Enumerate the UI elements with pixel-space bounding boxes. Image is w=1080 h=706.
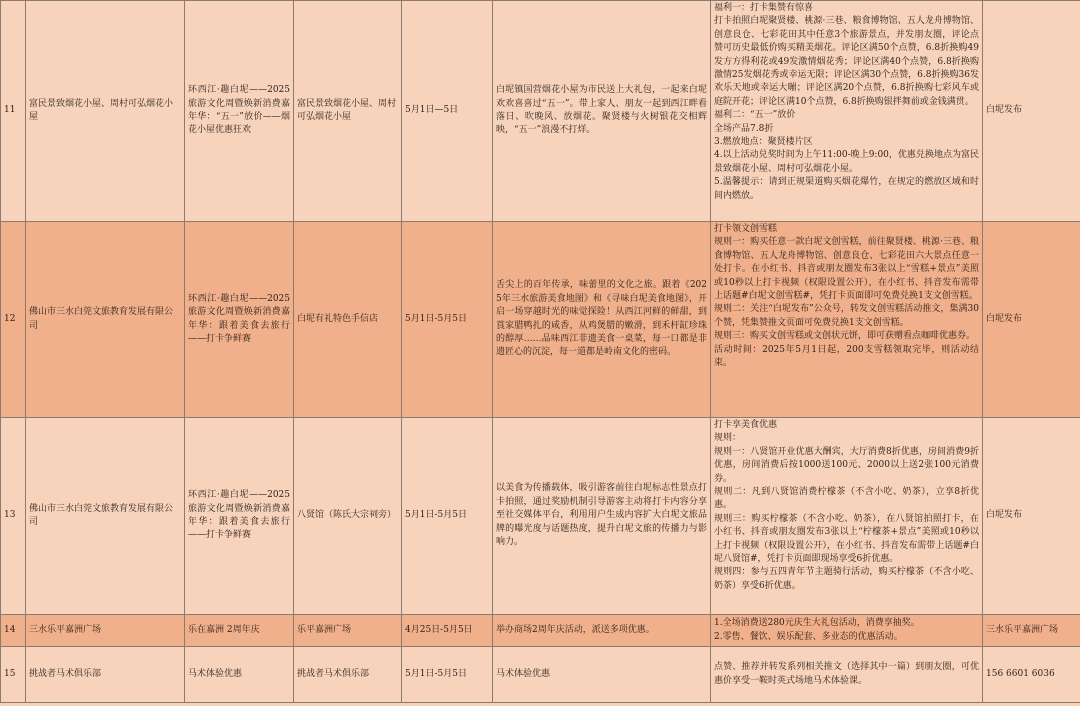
venue-cell: 白坭有礼特色手信店 bbox=[294, 222, 402, 418]
date-cell: 5月1日-5月5日 bbox=[402, 418, 493, 615]
detail-line: 规则三：购买文创雪糕或文创状元饼，即可获赠看点咖啡优惠券。 bbox=[714, 331, 976, 342]
organizer-cell: 佛山市三水白莞文旅教育发展有限公司 bbox=[26, 418, 185, 615]
detail-line: 打卡领文创雪糕 bbox=[714, 224, 778, 234]
intro-cell: 举办商场2周年庆活动，派送多项优惠。 bbox=[493, 615, 711, 647]
table-row bbox=[1, 418, 1080, 615]
intro-cell: 白坭镇国营烟花小屋为市民送上大礼包，一起来白坭欢欢喜喜过“五一”。带上家人、朋友一起到西江畔看落日、吹晚风、放烟花。聚贤楼与火树银花交相辉映，“五一”浪漫不打烊。 bbox=[493, 1, 711, 222]
publisher-cell: 白坭发布 bbox=[983, 1, 1080, 222]
intro-cell: 舌尖上的百年传承，味蕾里的文化之旅。跟着《2025年三水旅游美食地图》和《寻味白坭美食地图》，开启一场穿越时光的味觉探险！从西江河鲜的鲜甜，到莨家腊鸭扎的咸香，从鸡煲腊的嫩滑，到禾杆缸珍珠的醇厚……品味西江非遗美食一桌菜，每一口都是非遗匠心的沉淀，每一道都是岭南文化的密码。 bbox=[493, 222, 711, 418]
venue-cell: 乐平嘉洲广场 bbox=[294, 615, 402, 647]
details-cell bbox=[711, 615, 983, 647]
date-cell: 5月1日—5日 bbox=[402, 1, 493, 222]
detail-line: 规则二：凡到八贤馆消费柠檬茶（不含小吃、奶茶），立享8折优惠。 bbox=[714, 487, 979, 511]
detail-line: 打卡享美食优惠 bbox=[714, 420, 778, 430]
detail-line: 规则二：关注“白坭发布”公众号，转发文创雪糕活动推文，集满30个赞，凭集赞推文页面可免费兑换1支文创雪糕。 bbox=[714, 304, 979, 328]
detail-line: 活动时间：2025年5月1日起，200支雪糕领取完毕，则活动结束。 bbox=[714, 344, 979, 369]
detail-line: 规则： bbox=[714, 433, 742, 444]
event-name-cell: 环西江·趣白坭——2025旅游文化周暨焕新消费嘉年华：跟着美食去旅行——打卡争鲜赛 bbox=[185, 222, 294, 418]
detail-line: 规则三：购买柠檬茶（不含小吃、奶茶），在八贤馆拍照打卡，在小红书、抖音或朋友圈发布3张以上“柠檬茶+景点”美照或10秒以上打卡视频（权限设置公开），在小红书、抖音发布需带上话题#白坭八贤馆#，凭打卡页面即现场享受6折优惠。 bbox=[714, 513, 979, 565]
organizer-cell: 挑战者马术俱乐部 bbox=[26, 647, 185, 703]
row-number: 13 bbox=[1, 418, 26, 615]
detail-line: 4.以上活动兑奖时间为上午11:00-晚上9:00，优惠兑换地点为富民景致烟花小屋、周村可弘烟花小屋。 bbox=[714, 150, 979, 174]
detail-line: 规则四：参与五四青年节主题骑行活动，购买柠檬茶（不含小吃、奶茶）享受6折优惠。 bbox=[714, 567, 979, 591]
table-row bbox=[1, 647, 1080, 703]
details-cell bbox=[711, 647, 983, 703]
event-name-cell: 乐在嘉洲 2周年庆 bbox=[185, 615, 294, 647]
detail-line: 全场产品7.8折 bbox=[714, 123, 774, 134]
intro-cell: 马术体验优惠 bbox=[493, 647, 711, 703]
table-row bbox=[1, 615, 1080, 647]
date-cell: 5月1日-5月5日 bbox=[402, 647, 493, 703]
venue-cell: 八贤馆（陈氏大宗祠旁） bbox=[294, 418, 402, 615]
publisher-cell: 三水乐平嘉洲广场 bbox=[983, 615, 1080, 647]
organizer-cell: 富民景致烟花小屋、周村可弘烟花小屋 bbox=[26, 1, 185, 222]
table-row bbox=[1, 222, 1080, 418]
detail-line: 福利二：“五一”放价 bbox=[714, 110, 796, 121]
date-cell: 5月1日-5月5日 bbox=[402, 222, 493, 418]
detail-line: 1.全场消费送280元庆生大礼包活动，消费享抽奖。 bbox=[714, 618, 920, 629]
row-number: 11 bbox=[1, 1, 26, 222]
details-cell bbox=[711, 418, 983, 615]
date-cell: 4月25日-5月5日 bbox=[402, 615, 493, 647]
organizer-cell: 三水乐平嘉洲广场 bbox=[26, 615, 185, 647]
organizer-cell: 佛山市三水白莞文旅教育发展有限公司 bbox=[26, 222, 185, 418]
event-name-cell: 马术体验优惠 bbox=[185, 647, 294, 703]
venue-cell: 富民景致烟花小屋、周村可弘烟花小屋 bbox=[294, 1, 402, 222]
event-name-cell: 环西江·趣白坭——2025旅游文化周暨焕新消费嘉年华：“五一”放价——烟花小屋优惠狂欢 bbox=[185, 1, 294, 222]
details-cell bbox=[711, 1, 983, 222]
detail-line: 福利一：打卡集赞有惊喜 bbox=[714, 3, 814, 13]
details-cell bbox=[711, 222, 983, 418]
publisher-cell: 白坭发布 bbox=[983, 222, 1080, 418]
detail-line: 2.零售、餐饮、娱乐配套、多业态的优惠活动。 bbox=[714, 631, 903, 642]
detail-line: 点赞、推荐并转发系列相关推文（选择其中一篇）到朋友圈，可优惠价享受一鞍时英式场地马术体验课。 bbox=[714, 662, 979, 686]
row-number: 15 bbox=[1, 647, 26, 703]
row-number: 14 bbox=[1, 615, 26, 647]
intro-cell: 以美食为传播载体，吸引游客前往白坭标志性景点打卡拍照，通过奖励机制引导游客主动将打卡内容分享至社交媒体平台，利用用户生成内容扩大白坭文旅品牌的曝光度与话题热度，提升白坭文旅的传播力与影响力。 bbox=[493, 418, 711, 615]
event-name-cell: 环西江·趣白坭——2025旅游文化周暨焕新消费嘉年华：跟着美食去旅行——打卡争鲜赛 bbox=[185, 418, 294, 615]
venue-cell: 挑战者马术俱乐部 bbox=[294, 647, 402, 703]
detail-line: 3.燃放地点：聚贤楼片区 bbox=[714, 137, 813, 148]
table-row bbox=[1, 1, 1080, 222]
detail-line: 规则一：购买任意一款白坭文创雪糕，前往聚贤楼、桃源·三巷、粮食博物馆、五人龙舟博物馆、创意良仓、七彩花田六大景点任意一处打卡。在小红书、抖音或朋友圈发布3张以上“雪糕+景点”美照或10秒以上打卡视频（权限设置公开），在小红书、抖音发布需带上话题#白坭文创雪糕#，凭打卡页面即可免费兑换1支文创雪糕。 bbox=[714, 237, 979, 302]
detail-line: 5.温馨提示：请到正规渠道购买烟花爆竹，在规定的燃放区域和时间内燃放。 bbox=[714, 177, 979, 201]
detail-line: 规则一：八贤馆开业优惠大酬宾，大厅消费8折优惠，房间消费9折优惠，房间消费后按1000送100元、2000以上送2张100元消费券。 bbox=[714, 446, 979, 484]
detail-line: 打卡拍照白坭聚贤楼、桃源·三巷、粮食博物馆、五人龙舟博物馆、创意良仓、七彩花田其中任意3个旅游景点，并发朋友圈，评论点赞可历史最低价购买精美烟花。评论区满50个点赞，6.8折换购49发方方得利花或49发激情烟花秀；评论区满40个点赞，6.8折换购激情25发烟花秀或幸运无限；评论区满30个点赞，6.8折换购36发欢乐天地或幸运大嘣；评论区满20个点赞，6.8折换购七彩风车或庭院开花；评论区满10个点赞，6.8折换购银拌舞前或金钱满贯。 bbox=[714, 16, 979, 107]
publisher-cell: 白坭发布 bbox=[983, 418, 1080, 615]
publisher-phone-cell: 156 6601 6036 bbox=[983, 647, 1080, 703]
row-number: 12 bbox=[1, 222, 26, 418]
